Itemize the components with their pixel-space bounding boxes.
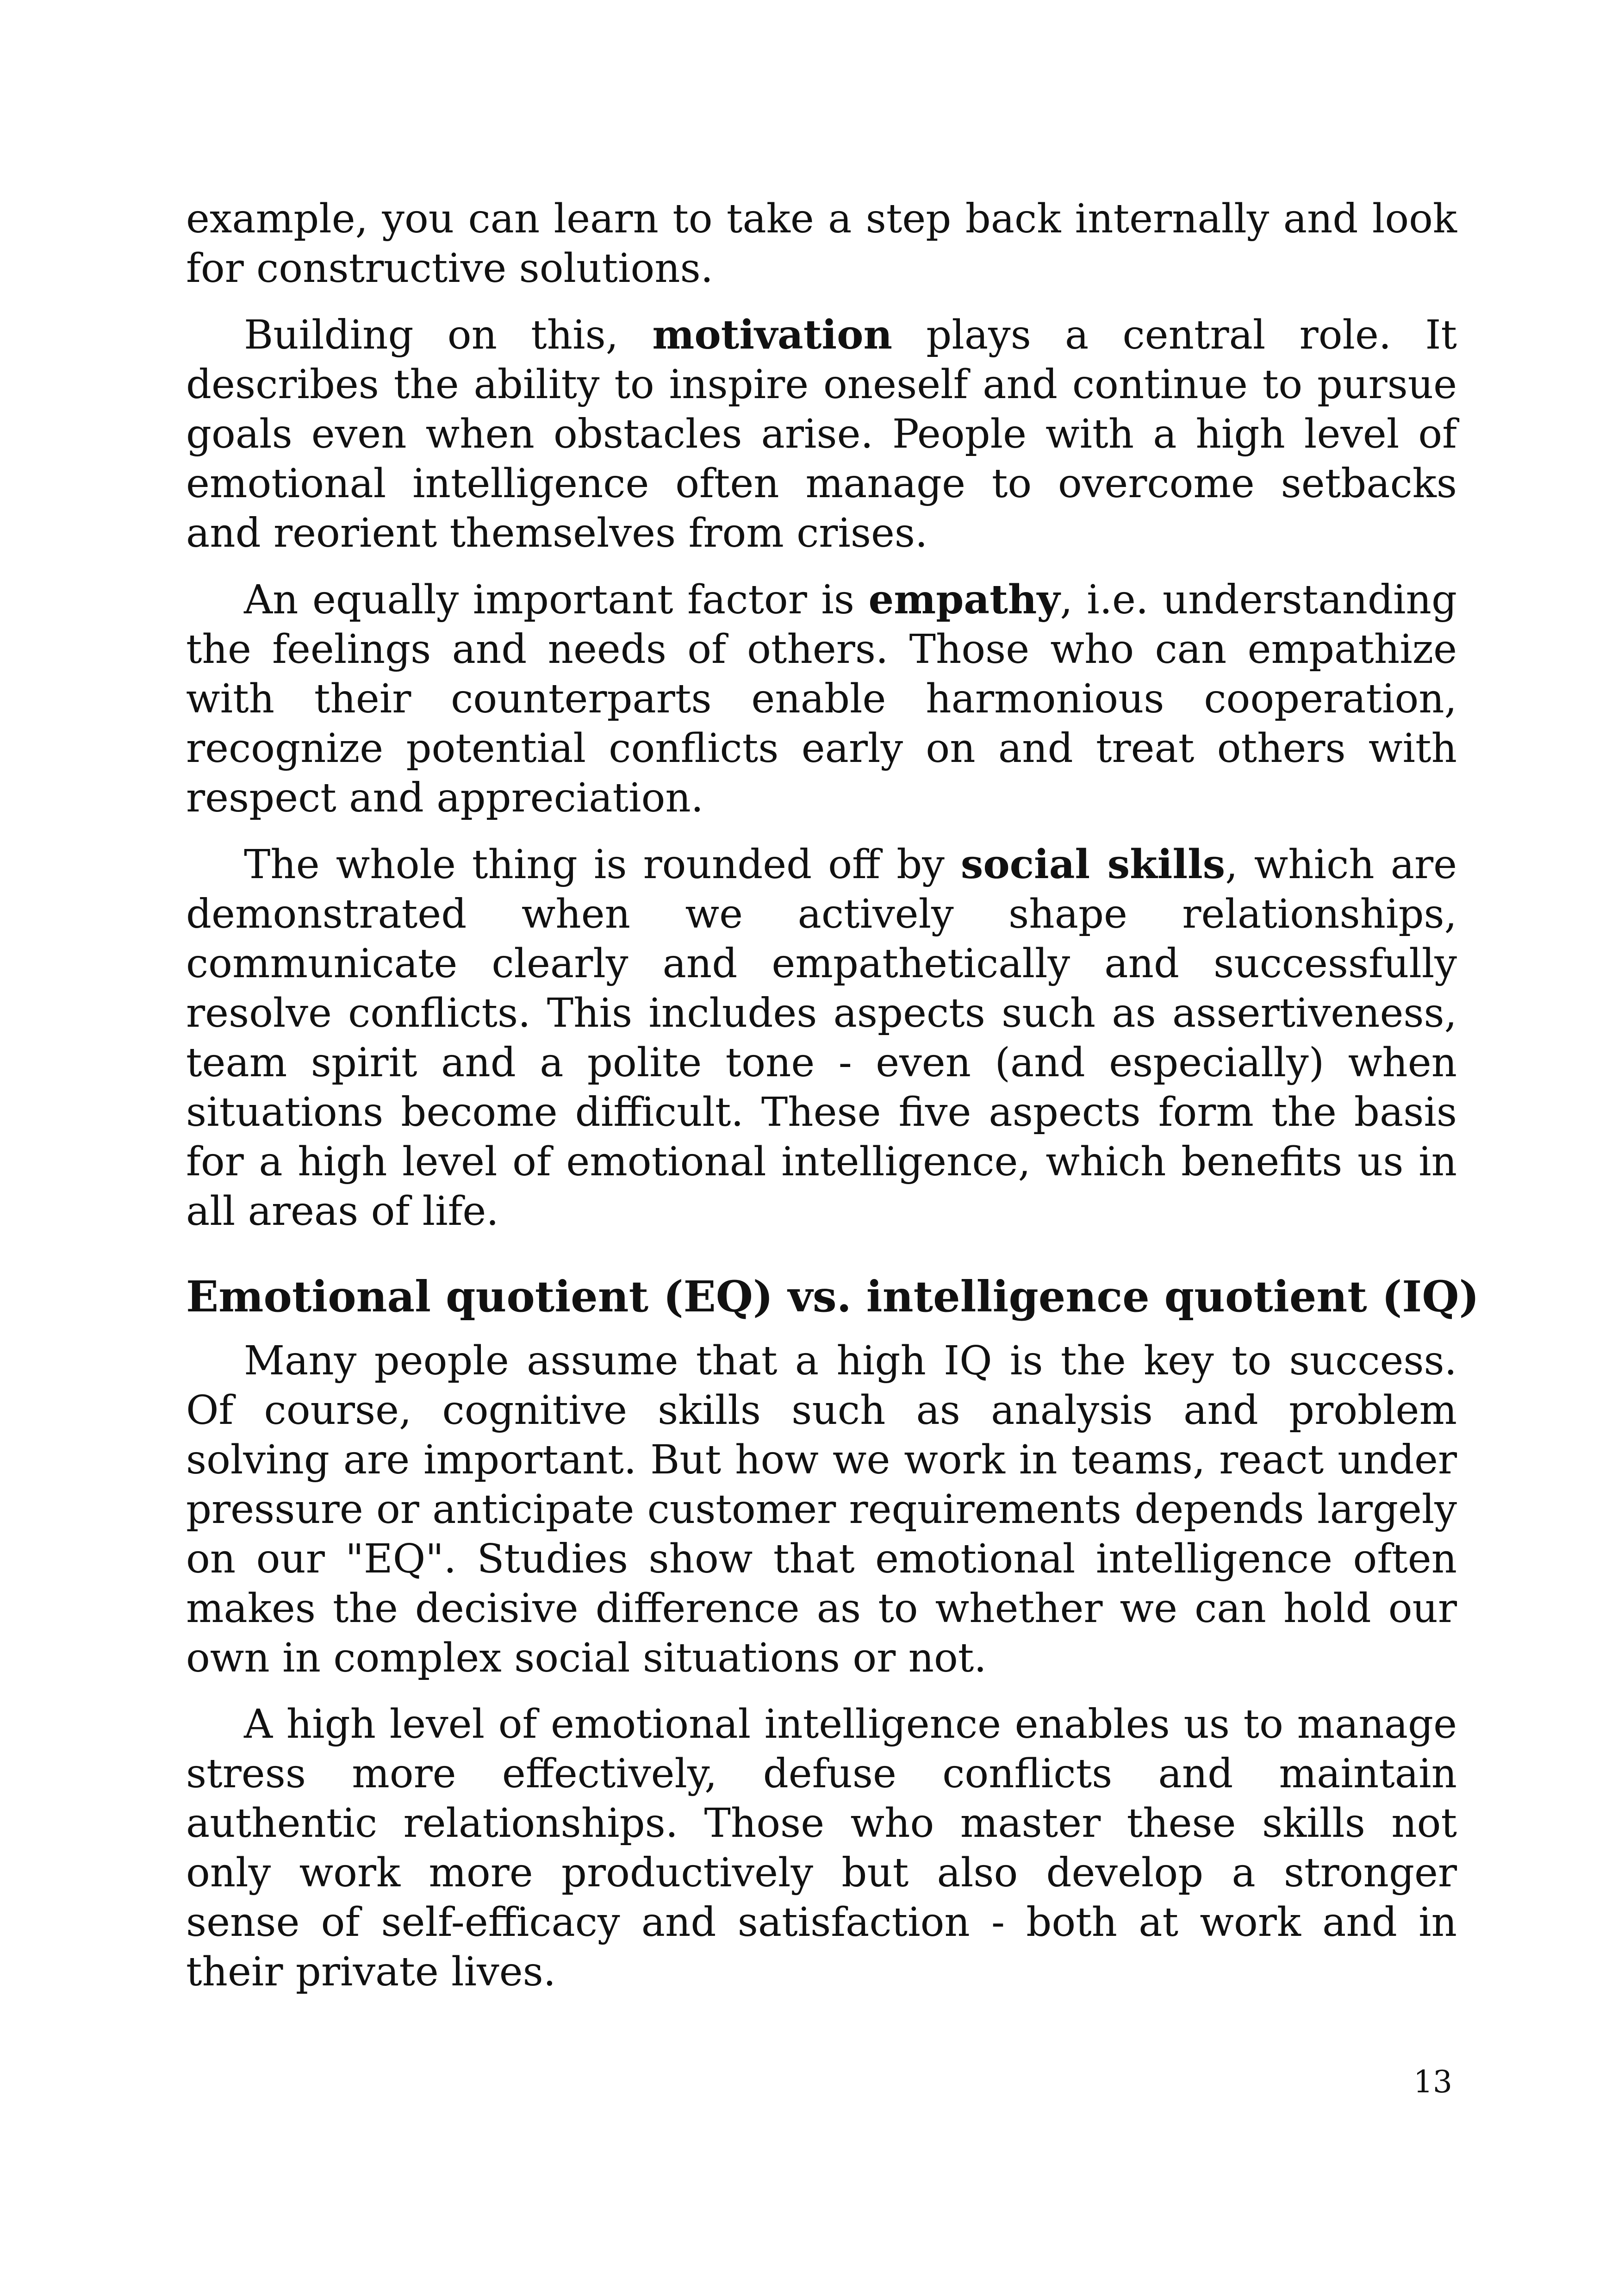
paragraph xyxy=(186,1336,1457,1683)
bold-term: empathy xyxy=(868,576,1060,623)
page-body xyxy=(186,194,1480,2014)
paragraph xyxy=(186,1700,1457,1997)
text-run: example, you can learn to take a step back internally and look for constructive solutions. xyxy=(186,196,1457,292)
text-run: , i.e. understanding the feelings and needs of others. Those who can empathize with their counterparts enable harmonious cooperation, recognize potential conflicts early on and treat others with respect and appreciation. xyxy=(186,577,1457,821)
body-text-block xyxy=(186,194,1457,1236)
section-heading: Emotional quotient (EQ) vs. intelligence quotient (IQ) xyxy=(186,1272,1480,1322)
section-text-block xyxy=(186,1336,1457,1997)
text-run: plays a central role. It describes the ability to inspire oneself and continue to pursue goals even when obstacles arise. People with a high level of emotional intelligence often manage to overcome setbacks and reorient themselves from crises. xyxy=(186,312,1457,556)
paragraph xyxy=(186,840,1457,1236)
text-run: The whole thing is rounded off by xyxy=(244,842,961,888)
bold-term: social skills xyxy=(960,841,1226,888)
paragraph xyxy=(186,310,1457,558)
text-run: Building on this, xyxy=(244,312,653,358)
paragraph xyxy=(186,194,1457,293)
text-run: Many people assume that a high IQ is the key to success. Of course, cognitive skills such as analysis and problem solving are important. But how we work in teams, react under pressure or anticipate customer requirements depends largely on our "EQ". Studies show that emotional intelligence often makes the decisive difference as to whether we can hold our own in complex social situations or not. xyxy=(186,1338,1457,1681)
page-number: 13 xyxy=(1413,2064,1452,2100)
text-run: A high level of emotional intelligence enables us to manage stress more effectively, defuse conflicts and maintain authentic relationships. Those who master these skills not only work more productively but also develop a stronger sense of self-efficacy and satisfaction - both at work and in their private lives. xyxy=(186,1701,1457,1995)
bold-term: motivation xyxy=(652,312,893,358)
text-run: An equally important factor is xyxy=(244,577,869,623)
text-run: , which are demonstrated when we actively shape relationships, communicate clearly and empathetically and successfully resolve conflicts. This includes aspects such as assertiveness, team spirit and a polite tone - even (and especially) when situations become difficult. These five aspects form the basis for a high level of emotional intelligence, which benefits us in all areas of life. xyxy=(186,842,1457,1235)
paragraph xyxy=(186,575,1457,823)
